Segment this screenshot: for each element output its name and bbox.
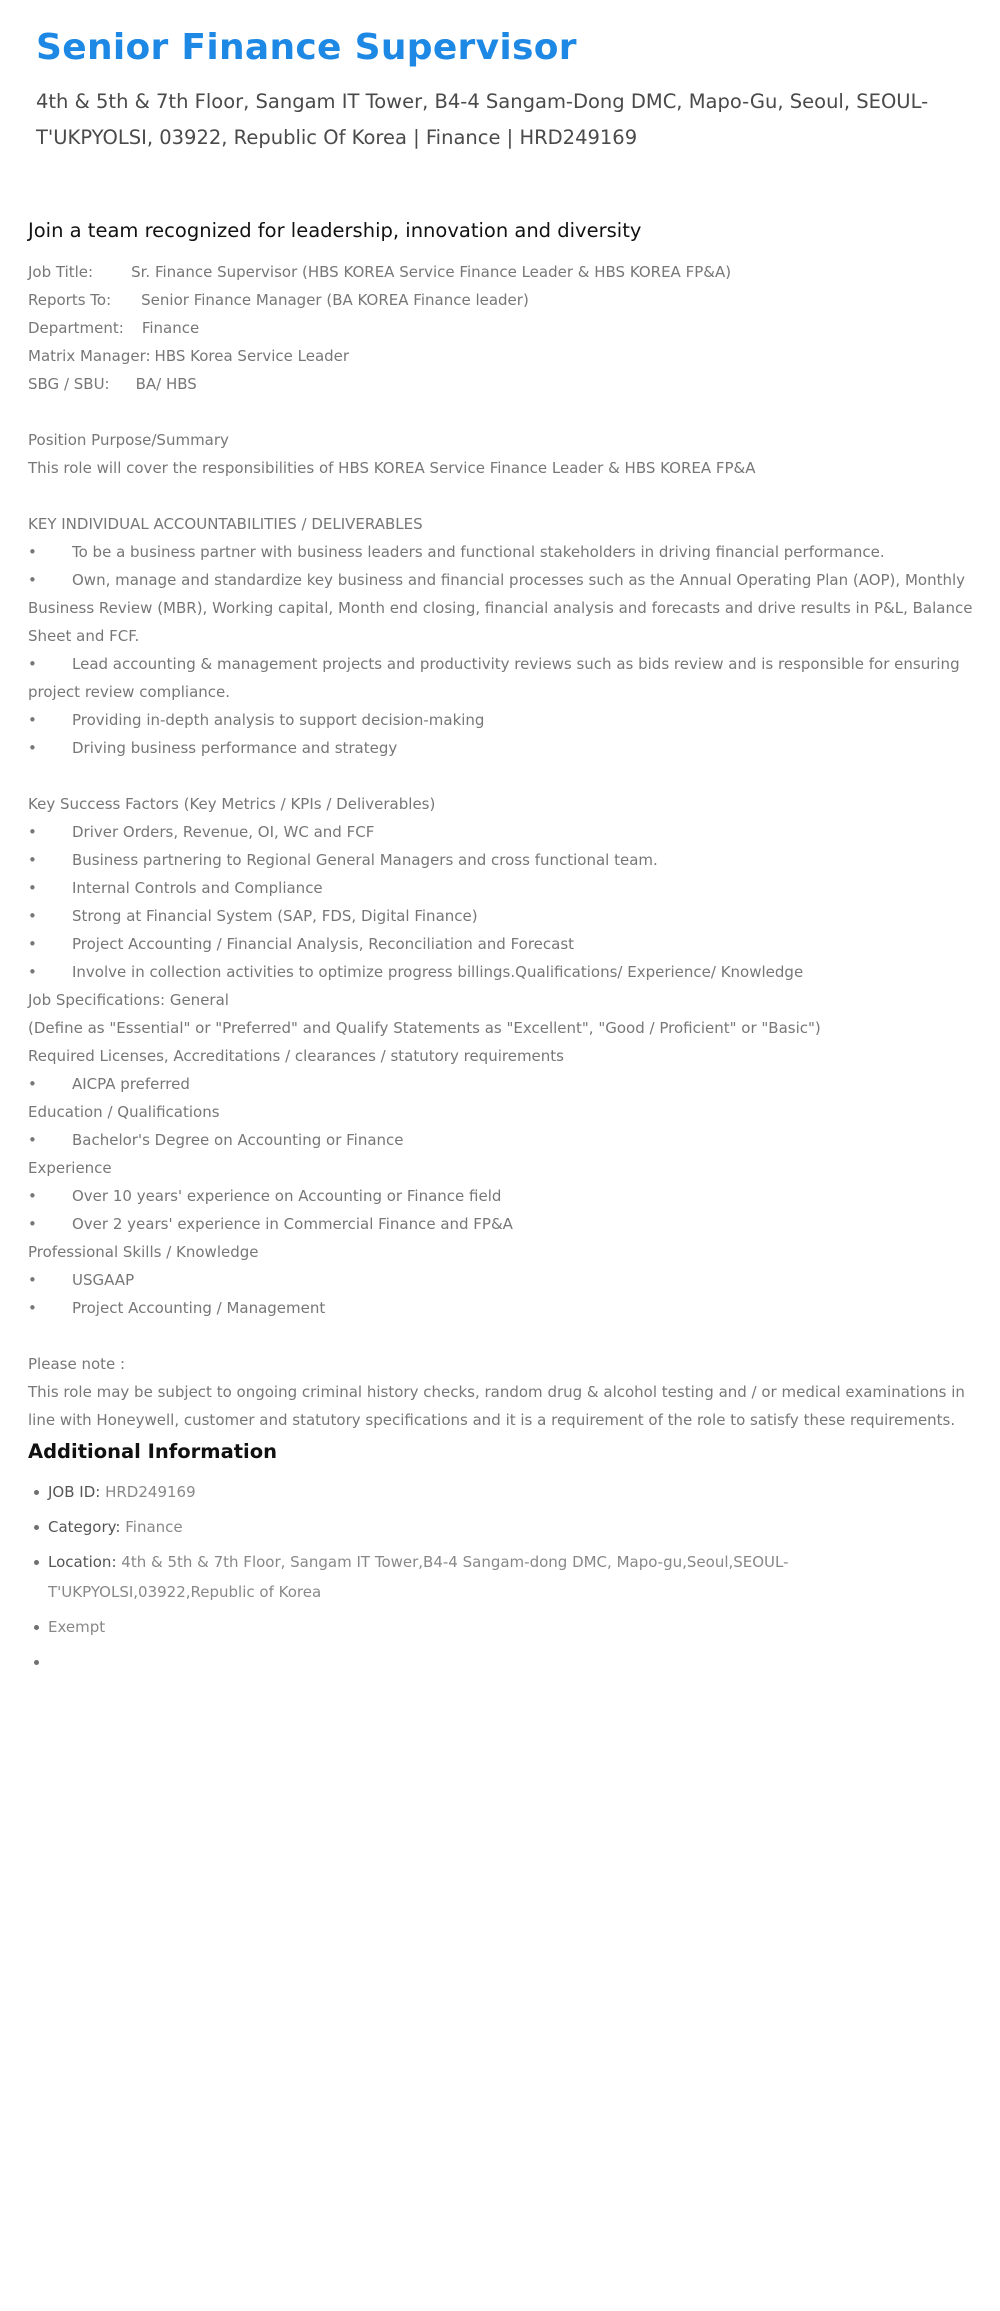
accountability-item <box>28 650 973 706</box>
success-heading: Key Success Factors (Key Metrics / KPIs / Deliverables) <box>28 795 436 813</box>
success-item <box>28 902 973 930</box>
description-headline: Join a team recognized for leadership, innovation and diversity <box>28 219 642 242</box>
skill-text: USGAAP <box>72 1271 135 1289</box>
license-text: AICPA preferred <box>72 1075 190 1093</box>
purpose-heading: Position Purpose/Summary <box>28 431 229 449</box>
job-subtitle: 4th & 5th & 7th Floor, Sangam IT Tower, B4-4 Sangam-Dong DMC, Mapo-Gu, Seoul, SEOUL-T'UKPYOLSI, 03922, Republic Of Korea | Finance | HRD249169 <box>36 90 929 149</box>
accountability-item <box>28 734 973 762</box>
additional-info-heading: Additional Information <box>28 1440 278 1463</box>
experience-heading: Experience <box>28 1159 112 1177</box>
bullet-mark: • <box>28 543 37 561</box>
job-field-value: Finance <box>141 319 200 337</box>
category-item <box>28 1512 973 1542</box>
education-text: Bachelor's Degree on Accounting or Finance <box>72 1131 404 1149</box>
success-item <box>28 930 973 958</box>
skill-item <box>28 1266 973 1294</box>
bullet-mark: • <box>28 739 37 757</box>
specs-note: (Define as "Essential" or "Preferred" and Qualify Statements as "Excellent", "Good / Proficient" or "Basic") <box>28 1019 821 1037</box>
additional-information <box>28 1437 973 1647</box>
job-description <box>28 218 973 1434</box>
job-field-department <box>28 314 973 342</box>
bullet-mark: • <box>28 1131 37 1149</box>
job-id-label: JOB ID: <box>48 1483 101 1501</box>
accountability-item <box>28 566 973 650</box>
success-item <box>28 874 973 902</box>
experience-item <box>28 1182 973 1210</box>
job-id-value: HRD249169 <box>105 1483 196 1501</box>
success-text: Strong at Financial System (SAP, FDS, Digital Finance) <box>72 907 478 925</box>
location-label: Location: <box>48 1553 117 1571</box>
experience-text: Over 2 years' experience in Commercial Finance and FP&A <box>72 1215 513 1233</box>
bullet-mark: • <box>28 963 37 981</box>
success-text: Driver Orders, Revenue, OI, WC and FCF <box>72 823 375 841</box>
success-text: Internal Controls and Compliance <box>72 879 323 897</box>
description-body <box>28 258 973 1434</box>
spacer <box>28 482 973 510</box>
accountability-text: To be a business partner with business leaders and functional stakeholders in driving financial performance. <box>72 543 885 561</box>
job-field-value: Sr. Finance Supervisor (HBS KOREA Service Finance Leader & HBS KOREA FP&A) <box>131 263 732 281</box>
license-item <box>28 1070 973 1098</box>
job-field-title <box>28 258 973 286</box>
success-item <box>28 846 973 874</box>
success-text: Project Accounting / Financial Analysis, Reconciliation and Forecast <box>72 935 575 953</box>
bullet-mark: • <box>28 1187 37 1205</box>
success-text: Business partnering to Regional General Managers and cross functional team. <box>72 851 658 869</box>
exempt-value: Exempt <box>48 1618 106 1636</box>
bullet-mark: • <box>28 1075 37 1093</box>
bullet-mark: • <box>28 851 37 869</box>
bullet-mark: • <box>28 935 37 953</box>
note-text: This role may be subject to ongoing criminal history checks, random drug & alcohol testing and / or medical examinations in line with Honeywell, customer and statutory specifications and it is a requirement of the role to satisfy these requirements. <box>28 1383 965 1429</box>
bullet-mark: • <box>28 907 37 925</box>
spacer <box>28 398 973 426</box>
bullet-mark: • <box>28 711 37 729</box>
accountabilities-heading: KEY INDIVIDUAL ACCOUNTABILITIES / DELIVERABLES <box>28 515 423 533</box>
job-header <box>0 0 1000 156</box>
spacer <box>28 1322 973 1350</box>
bullet-mark: • <box>28 1215 37 1233</box>
exempt-item <box>28 1612 973 1642</box>
success-item <box>28 958 973 986</box>
note-heading: Please note : <box>28 1355 126 1373</box>
job-field-label: SBG / SBU: <box>28 375 110 393</box>
location-item <box>28 1547 973 1607</box>
success-item <box>28 818 973 846</box>
accountability-text: Own, manage and standardize key business and financial processes such as the Annual Operating Plan (AOP), Monthly Business Review (MBR), Working capital, Month end closing, financial analysis and forecasts and drive results in P&L, Balance Sheet and FCF. <box>28 571 973 645</box>
accountability-text: Driving business performance and strategy <box>72 739 398 757</box>
bullet-mark: • <box>28 879 37 897</box>
job-field-label: Department: <box>28 319 124 337</box>
licenses-heading: Required Licenses, Accreditations / clearances / statutory requirements <box>28 1047 564 1065</box>
purpose-text: This role will cover the responsibilities of HBS KOREA Service Finance Leader & HBS KOREA FP&A <box>28 459 756 477</box>
bullet-mark: • <box>28 1299 37 1317</box>
job-title: Senior Finance Supervisor <box>36 27 577 68</box>
accountability-item <box>28 706 973 734</box>
specs-heading: Job Specifications: General <box>28 991 229 1009</box>
education-item <box>28 1126 973 1154</box>
job-field-value: Senior Finance Manager (BA KOREA Finance leader) <box>141 291 529 309</box>
job-field-value: BA/ HBS <box>135 375 197 393</box>
bullet-mark: • <box>28 1271 37 1289</box>
accountability-item <box>28 538 973 566</box>
job-field-reports-to <box>28 286 973 314</box>
bullet-mark: • <box>28 823 37 841</box>
job-field-matrix-manager <box>28 342 973 370</box>
skill-text: Project Accounting / Management <box>72 1299 326 1317</box>
experience-item <box>28 1210 973 1238</box>
bullet-mark: • <box>28 571 37 589</box>
job-field-label: Matrix Manager: <box>28 347 151 365</box>
location-value: 4th & 5th & 7th Floor, Sangam IT Tower,B4-4 Sangam-dong DMC, Mapo-gu,Seoul,SEOUL-T'UKPYOLSI,03922,Republic of Korea <box>48 1553 789 1601</box>
job-field-label: Job Title: <box>28 263 94 281</box>
accountability-text: Lead accounting & management projects and productivity reviews such as bids review and is responsible for ensuring project review compliance. <box>28 655 960 701</box>
job-field-value: HBS Korea Service Leader <box>154 347 350 365</box>
success-text: Involve in collection activities to optimize progress billings.Qualifications/ Experience/ Knowledge <box>72 963 804 981</box>
bullet-mark: • <box>28 655 37 673</box>
experience-text: Over 10 years' experience on Accounting or Finance field <box>72 1187 502 1205</box>
skills-heading: Professional Skills / Knowledge <box>28 1243 259 1261</box>
spacer <box>28 762 973 790</box>
job-field-label: Reports To: <box>28 291 112 309</box>
category-label: Category: <box>48 1518 121 1536</box>
skill-item <box>28 1294 973 1322</box>
education-heading: Education / Qualifications <box>28 1103 220 1121</box>
job-id-item <box>28 1477 973 1507</box>
category-value: Finance <box>125 1518 183 1536</box>
additional-info-list <box>28 1477 973 1642</box>
accountability-text: Providing in-depth analysis to support decision-making <box>72 711 485 729</box>
job-field-sbg <box>28 370 973 398</box>
